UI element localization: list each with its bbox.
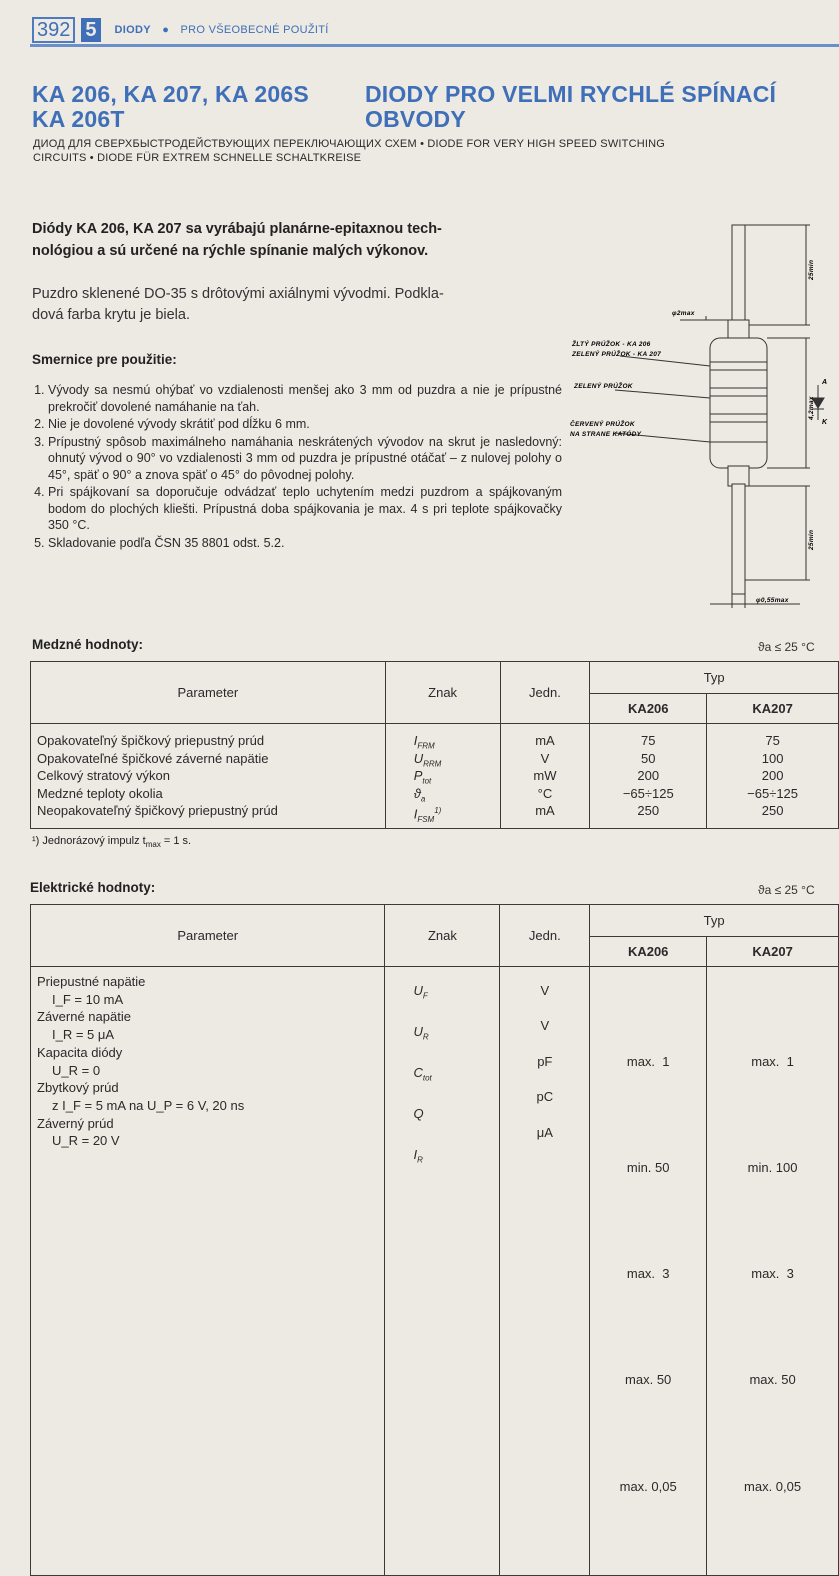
dim-top-diameter: φ2max — [672, 310, 695, 317]
subtitle — [33, 137, 665, 165]
symbol-cell: $U_R$ — [413, 1024, 429, 1042]
title-description — [365, 82, 776, 132]
limits-col-symbol: Znak — [385, 662, 500, 724]
dim-bottom-lead: 25min — [808, 529, 815, 550]
symbol-cell: $U_{RRM}$ — [413, 750, 442, 769]
running-head — [115, 24, 329, 36]
limits-footnote: ¹) Jednorázový impulz $t_{max} = 1$ s. — [32, 835, 192, 850]
top-lead — [732, 225, 745, 325]
limits-unit-column: mA V mW °C mA — [533, 733, 557, 819]
title-models-line1: KA 206, KA 207, KA 206S — [32, 81, 309, 107]
subtitle-line2: CIRCUITS • DIODE FÜR EXTREM SCHNELLE SCHALTKREISE — [33, 152, 362, 164]
diode-outline-drawing — [560, 220, 839, 615]
symbol-cell: $I_R$ — [413, 1147, 423, 1165]
title-desc-line2: OBVODY — [365, 106, 466, 132]
subtitle-line1: ДИОД ДЛЯ СВЕРХБЫСТРОДЕЙСТВУЮЩИХ ПЕРЕКЛЮЧАЮЩИХ СХЕМ • DIODE FOR VERY HIGH SPEED SWITCHING — [33, 138, 666, 150]
label-green-band: ZELENÝ PRÚŽOK — [574, 383, 633, 390]
electrical-unit-column: V V pF pC μA — [536, 983, 554, 1140]
limits-type-ka207: KA207 — [707, 694, 839, 724]
limits-symbol-column — [413, 732, 500, 825]
dim-body: 4,2max — [808, 396, 815, 420]
electrical-heading: Elektrické hodnoty: — [30, 880, 156, 895]
table-row: Zbytkový prúd — [37, 1080, 119, 1096]
dim-top-lead: 25min — [808, 259, 815, 280]
limits-col-parameter: Parameter — [31, 662, 386, 724]
diode-body — [710, 338, 767, 468]
rule-item-5: 5. Skladovanie podľa ČSN 35 8801 odst. 5.2. — [48, 535, 562, 552]
limits-param-column — [37, 732, 385, 820]
limits-heading: Medzné hodnoty: — [32, 637, 143, 652]
intro-paragraph — [32, 284, 512, 326]
electrical-col-symbol: Znak — [385, 905, 500, 967]
electrical-col-parameter: Parameter — [31, 905, 385, 967]
limits-ambient: ϑa ≤ 25 °C — [758, 640, 815, 654]
table-row-condition: z I_F = 5 mA na U_P = 6 V, 20 ns — [52, 1097, 245, 1113]
electrical-symbol-column — [413, 973, 499, 1178]
rule-item-2: 2. Nie je dovolené vývody skrátiť pod dĺžku 6 mm. — [48, 416, 562, 433]
title-desc-line1: DIODY PRO VELMI RYCHLÉ SPÍNACÍ — [365, 81, 777, 107]
title-models — [32, 82, 309, 132]
limits-ka206-column: 75 50 200 −65÷125 250 — [622, 733, 674, 819]
intro-para-line2: dová farba krytu je biela. — [32, 307, 190, 323]
symbol-cell: $P_{tot}$ — [413, 768, 432, 786]
section-number: 5 — [81, 18, 100, 42]
table-row-condition: I_R = 5 μA — [52, 1027, 115, 1043]
intro-bold — [32, 218, 512, 262]
anode-label: A — [822, 379, 828, 386]
symbol-cell: Q — [413, 1106, 424, 1121]
label-red-band: ČERVENÝ PRÚŽOK — [570, 421, 635, 428]
intro-para-line1: Puzdro sklenené DO-35 s drôtovými axiálnymi vývodmi. Podkla- — [32, 286, 444, 302]
intro-line2: nológiou a sú určené na rýchle spínanie malých výkonov. — [32, 243, 429, 259]
table-row-condition: I_F = 10 mA — [52, 991, 124, 1007]
symbol-cell: $C_{tot}$ — [413, 1065, 432, 1083]
electrical-ka206-column: max. 1 min. 50 max. 3 max. 50 max. 0,05 — [619, 1053, 677, 1494]
cathode-label: K — [822, 419, 828, 426]
running-head-category: DIODY — [114, 24, 151, 36]
table-row-condition: U_R = 0 — [52, 1062, 101, 1078]
electrical-col-type: Typ — [590, 905, 839, 937]
title-models-line2: KA 206T — [32, 106, 125, 132]
header-rule — [30, 44, 839, 47]
table-row: Záverný prúd — [37, 1115, 114, 1131]
dim-lead-diameter: φ0,55max — [756, 597, 789, 604]
table-row: Medzné teploty okolia — [37, 785, 163, 801]
electrical-ka207-column: max. 1 min. 100 max. 3 max. 50 max. 0,05 — [744, 1053, 802, 1494]
symbol-cell: $U_F$ — [413, 983, 428, 1001]
electrical-param-column — [37, 973, 384, 1150]
table-row: Opakovateľný špičkový priepustný prúd — [37, 733, 265, 749]
rules-heading: Smernice pre použitie: — [32, 352, 177, 367]
rules-list — [30, 382, 562, 552]
table-row-condition: U_R = 20 V — [52, 1133, 120, 1149]
limits-type-ka206: KA206 — [590, 694, 707, 724]
bottom-lead — [732, 484, 745, 594]
table-row: Záverné napätie — [37, 1009, 131, 1025]
bullet-icon: ● — [162, 24, 170, 36]
limits-col-unit: Jedn. — [500, 662, 590, 724]
electrical-type-ka207: KA207 — [707, 937, 839, 967]
page-number: 392 — [32, 17, 75, 43]
intro-line1: Diódy KA 206, KA 207 sa vyrábajú planárne-epitaxnou tech- — [32, 221, 442, 237]
electrical-ambient: ϑa ≤ 25 °C — [758, 883, 815, 897]
rule-item-4: 4. Pri spájkovaní sa doporučuje odvádzať teplo uchytením medzi puzdrom a spájkovaným bodom do plochých kliešti. Prípustná doba spájkovania je max. 4 s pri teplote spájkovačky 350 °C. — [48, 484, 562, 534]
electrical-col-unit: Jedn. — [500, 905, 590, 967]
label-yellow-band: ŽLTÝ PRÚŽOK - KA 206 — [572, 341, 651, 348]
symbol-cell: $ϑ_a$ — [413, 785, 426, 804]
rule-item-3: 3. Prípustný spôsob maximálneho namáhania neskrátených vývodov na skrut je nasledovný: ohnutý vývod o 90° vo vzdialenosti 3 mm od puzdra je prípustné otáčať – z nulovej polohy o 45°, späť o 90° a znova späť o 45° do pôvodnej polohy. — [48, 434, 562, 484]
table-row: Kapacita diódy — [37, 1044, 123, 1060]
symbol-cell: $I_{FRM}$ — [413, 733, 435, 751]
limits-ka207-column: 75 100 200 −65÷125 250 — [747, 733, 799, 819]
limits-col-type: Typ — [590, 662, 839, 694]
running-head-sub: PRO VŠEOBECNÉ POUŽITÍ — [180, 24, 329, 36]
label-cathode-side: NA STRANE KATÓDY — [570, 431, 642, 438]
label-green-band-ka207: ZELENÝ PRÚŽOK - KA 207 — [572, 351, 662, 358]
page-header — [32, 17, 329, 43]
rule-item-1: 1. Vývody sa nesmú ohýbať vo vzdialenosti menšej ako 3 mm od puzdra a nie je prípustné prekročiť dovolené namáhanie na ťah. — [48, 382, 562, 415]
limits-table — [30, 661, 839, 829]
table-row: Priepustné napätie — [37, 974, 146, 989]
symbol-cell: $I_{FSM}^{1)}$ — [413, 806, 442, 825]
table-row: Opakovateľné špičkové záverné napätie — [37, 750, 269, 766]
electrical-type-ka206: KA206 — [590, 937, 707, 967]
electrical-table — [30, 904, 839, 1576]
table-row: Neopakovateľný špičkový priepustný prúd — [37, 803, 278, 819]
table-row: Celkový stratový výkon — [37, 768, 170, 784]
